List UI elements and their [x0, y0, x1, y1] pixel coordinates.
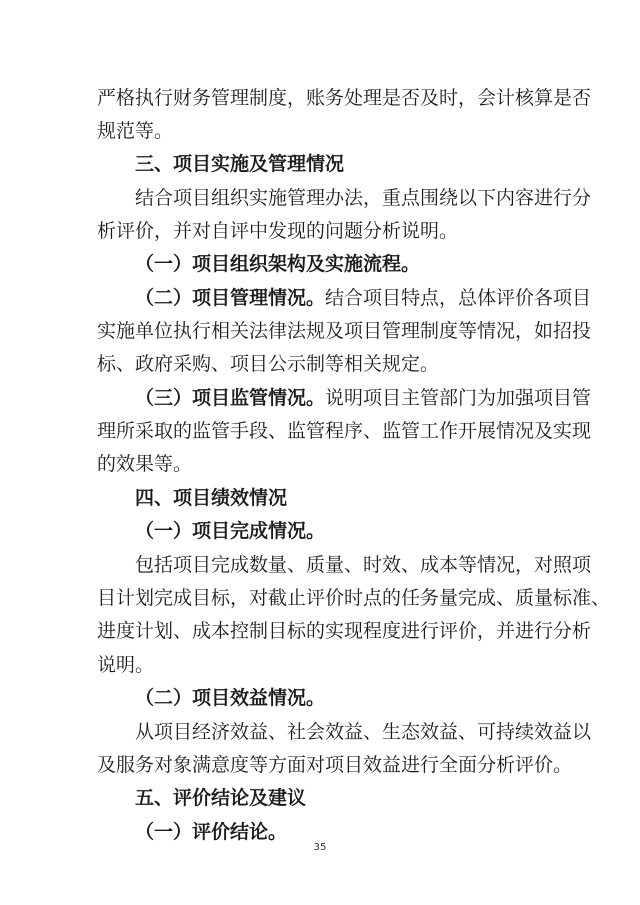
paragraph-text: 说明项目主管部门为加强项目管: [325, 387, 592, 409]
subsection-heading: （一）项目完成情况。: [135, 520, 326, 542]
paragraph-line: [135, 384, 592, 412]
paragraph-line: 理所采取的监管手段、监管程序、监管工作开展情况及实现: [97, 420, 592, 442]
subsection-heading-inline: （三）项目监管情况。: [135, 387, 326, 409]
paragraph-line: 实施单位执行相关法律法规及项目管理制度等情况，如招投: [97, 320, 592, 342]
paragraph-line: 严格执行财务管理制度，账务处理是否及时，会计核算是否: [97, 87, 592, 109]
paragraph-line: 的效果等。: [97, 453, 193, 475]
paragraph-line: [135, 284, 592, 312]
paragraph-line: 及服务对象满意度等方面对项目效益进行全面分析评价。: [97, 754, 573, 776]
subsection-heading: （一）项目组织架构及实施流程。: [135, 253, 421, 275]
paragraph-line: 包括项目完成数量、质量、时效、成本等情况，对照项: [135, 554, 592, 576]
subsection-heading: （一）评价结论。: [135, 821, 288, 843]
section-heading: 五、评价结论及建议: [135, 787, 307, 809]
page-number: 35: [313, 842, 327, 853]
paragraph-line: 结合项目组织实施管理办法，重点围绕以下内容进行分: [135, 187, 592, 209]
section-heading: 三、项目实施及管理情况: [135, 153, 345, 175]
paragraph-line: 规范等。: [97, 120, 174, 142]
paragraph-line: 析评价，并对自评中发现的问题分析说明。: [97, 220, 459, 242]
paragraph-line: 标、政府采购、项目公示制等相关规定。: [97, 353, 440, 375]
paragraph-line: 说明。: [97, 654, 155, 676]
paragraph-text: 结合项目特点，总体评价各项目: [325, 287, 592, 309]
paragraph-line: 目计划完成目标，对截止评价时点的任务量完成、质量标准、: [97, 587, 611, 609]
paragraph-line: 进度计划、成本控制目标的实现程度进行评价，并进行分析: [97, 620, 592, 642]
subsection-heading-inline: （二）项目管理情况。: [135, 287, 326, 309]
subsection-heading: （二）项目效益情况。: [135, 687, 326, 709]
section-heading: 四、项目绩效情况: [135, 487, 288, 509]
paragraph-line: 从项目经济效益、社会效益、生态效益、可持续效益以: [135, 721, 592, 743]
